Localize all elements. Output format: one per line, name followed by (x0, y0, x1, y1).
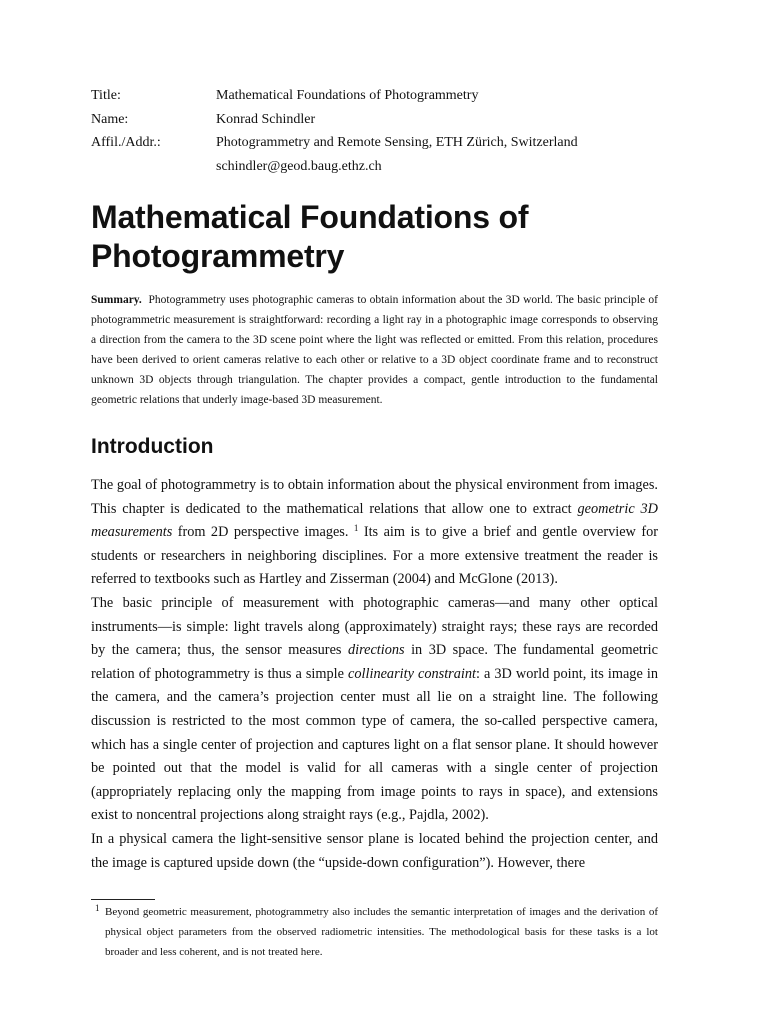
p1-emphasis-1: geometric 3D measurements (91, 500, 659, 541)
meta-name-value: Konrad Schindler (216, 111, 316, 127)
p2-text-1: The basic principle of measurement with photographic cameras—and many other optical instruments—is simple: light travels along (approximately) straight rays; these rays are recorded by the camera; thus, the sensor measures (91, 594, 658, 659)
meta-email-value: schindler@geod.baug.ethz.ch (216, 158, 382, 174)
paragraph-1 (91, 474, 658, 592)
chapter-title-line1: Mathematical Foundations of (91, 199, 529, 235)
paragraph-3: In a physical camera the light-sensitive sensor plane is located behind the projection center, and the image is captured upside down (the “upside-down configuration”). However, there (91, 830, 658, 871)
meta-name-key: Name: (91, 111, 129, 127)
chapter-title-line2: Photogrammetry (91, 238, 345, 274)
summary-lead: Summary. (91, 294, 142, 306)
footnote-divider (91, 899, 155, 900)
footnote-reference-1[interactable]: 1 (353, 523, 359, 534)
meta-row-email (91, 155, 658, 179)
p1-text-3: Its aim is to give a brief and gentle overview for students or researchers in neighboring disciplines. For a more extensive treatment the reader is referred to textbooks such as Hartley and Zisserman (2004) and McGlone (2013). (91, 524, 658, 588)
section-heading-introduction: Introduction (91, 435, 214, 458)
p2-text-3: : a 3D world point, its image in the camera, and the camera’s projection center must all lie on a straight line. The following discussion is restricted to the most common type of camera, the so-called perspective camera, which has a single center of projection and captures light on a flat sensor plane. It should however be pointed out that the model is valid for all cameras with a single center of projection (appropriately replacing only the mapping from image points to rays in space), and extensions exist to noncentral projections along straight rays (e.g., Pajdla, 2002). (91, 665, 658, 824)
meta-row-title (91, 84, 658, 108)
meta-email-key-spacer (91, 155, 216, 179)
p1-text-1: The goal of photogrammetry is to obtain information about the physical environment from images. This chapter is dedicated to the mathematical relations that allow one to extract (91, 477, 658, 517)
meta-affiliation-key: Affil./Addr.: (91, 135, 161, 150)
footnote-1 (91, 902, 658, 962)
chapter-title (91, 198, 658, 276)
paragraph-2 (91, 592, 658, 828)
meta-title-key: Title: (91, 88, 121, 103)
body-text (91, 474, 658, 875)
metadata-block (91, 84, 658, 178)
p1-text-2: from 2D perspective images. (172, 524, 354, 541)
summary-abstract (91, 290, 658, 410)
p2-emphasis-1: directions (347, 642, 405, 659)
summary-text: Photogrammetry uses photographic cameras to obtain information about the 3D world. The basic principle of photogrammetric measurement is straightforward: recording a light ray in a photographic image corresponds to observing a direction from the camera to the 3D scene point where the light was reflected or emitted. From this relation, procedures have been derived to orient cameras relative to each other or relative to a 3D object coordinate frame and to reconstruct unknown 3D objects through triangulation. The chapter provides a compact, gentle introduction to the fundamental geometric relations that underly image-based 3D measurement. (91, 294, 659, 406)
footnote-body (91, 902, 658, 962)
page (91, 84, 658, 875)
meta-row-name (91, 108, 658, 132)
p2-text-2: in 3D space. The fundamental geometric relation of photogrammetry is thus a simple (91, 642, 658, 682)
footnote-mark: 1 (95, 903, 100, 913)
footnote-text: Beyond geometric measurement, photogrammetry also includes the semantic interpretation of images and the derivation of physical object parameters from the observed radiometric intensities. The methodological basis for these tasks is a lot broader and less coherent, and is not treated here. (105, 906, 658, 958)
meta-row-affiliation (91, 131, 658, 155)
meta-title-value: Mathematical Foundations of Photogrammetry (216, 88, 479, 103)
meta-affiliation-value: Photogrammetry and Remote Sensing, ETH Zürich, Switzerland (216, 135, 578, 150)
p2-emphasis-2: collinearity constraint (348, 665, 476, 682)
